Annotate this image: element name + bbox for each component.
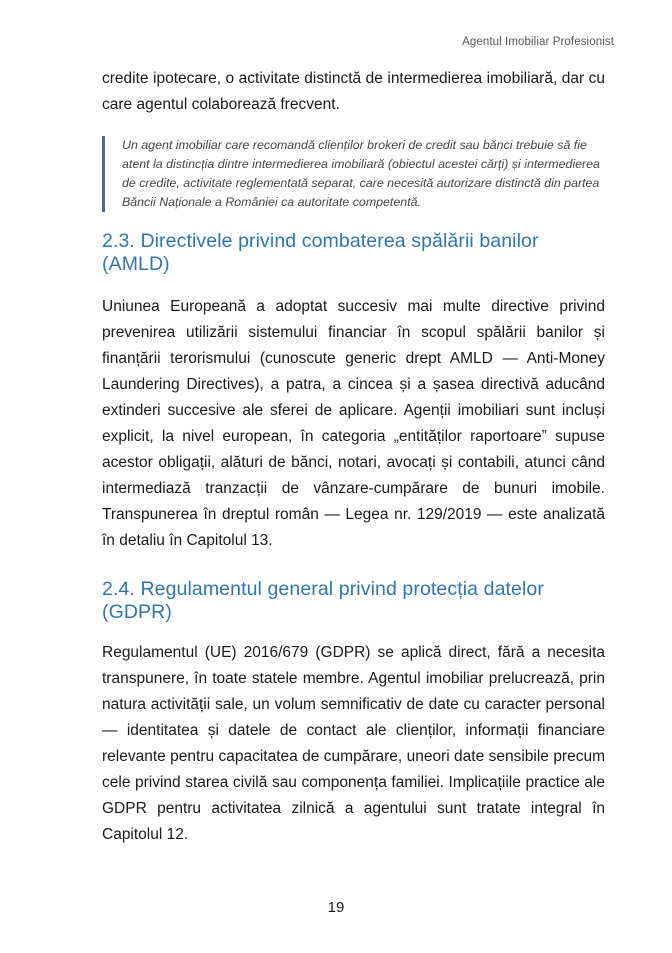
callout-text: Un agent imobiliar care recomandă clienților brokeri de credit sau bănci trebuie să fie atent la distincția dintre intermedierea imobiliară (obiectul acestei cărți) și intermedierea de credite, activitate reglementată separat, care necesită autorizare distinctă din partea Băncii Naționale a României ca autoritate competentă. bbox=[122, 138, 600, 209]
section-heading-2-3: 2.3. Directivele privind combaterea spălării banilor (AMLD) bbox=[102, 230, 539, 275]
page-content bbox=[102, 66, 605, 848]
section-heading-2-4: 2.4. Regulamentul general privind protecția datelor (GDPR) bbox=[102, 578, 544, 623]
section-body-2-4: Regulamentul (UE) 2016/679 (GDPR) se aplică direct, fără a necesita transpunere, în toate statele membre. Agentul imobiliar prelucrează, prin natura activității sale, un volum semnificativ de date cu caracter personal — identitatea și datele de contact ale clienților, informații financiare relevante pentru capacitatea de cumpărare, uneori date sensibile precum cele privind starea civilă sau componența familiei. Implicațiile practice ale GDPR pentru activitatea zilnică a agentului sunt tratate integral în Capitolul 12. bbox=[102, 644, 605, 843]
page-number: 19 bbox=[327, 899, 345, 916]
callout-note bbox=[102, 136, 605, 212]
section-body-2-3: Uniunea Europeană a adoptat succesiv mai multe directive privind prevenirea utilizării sistemului financiar în scopul spălării banilor și finanțării terorismului (cunoscute generic drept AMLD — Anti-Money Laundering Directives), a patra, a cincea și a șasea directivă aducând extinderi succesive ale sferei de aplicare. Agenții imobiliari sunt incluși explicit, la nivel european, în categoria „entităților raportoare” supuse acestor obligații, alături de bănci, notari, avocați și contabili, atunci când intermediază tranzacții de vânzare-cumpărare de bunuri imobile. Transpunerea în dreptul român — Legea nr. 129/2019 — este analizată în detaliu în Capitolul 13. bbox=[102, 298, 605, 549]
running-header: Agentul Imobiliar Profesionist bbox=[462, 36, 614, 48]
paragraph-intro: credite ipotecare, o activitate distinctă de intermedierea imobiliară, dar cu care agentul colaborează frecvent. bbox=[102, 70, 605, 113]
